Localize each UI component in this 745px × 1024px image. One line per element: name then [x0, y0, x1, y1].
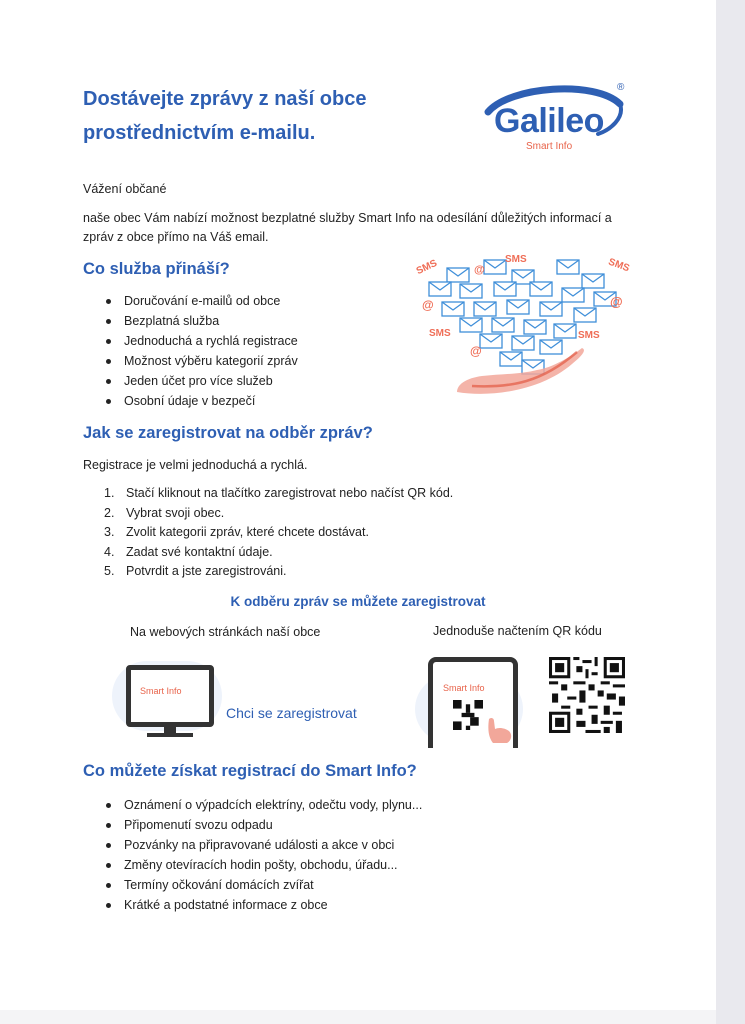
list-item: [104, 484, 453, 504]
list-item: [104, 523, 453, 543]
list-item: [104, 562, 453, 582]
list-item: Pozvánky na připravované události a akce v obci: [104, 835, 422, 855]
qr-code[interactable]: [549, 657, 625, 733]
step-number: 1.: [104, 486, 115, 500]
page-title: [83, 82, 463, 150]
registration-benefits-list: [104, 795, 422, 915]
step-text: Potvrdit a jste zaregistrováni.: [126, 564, 287, 578]
title-line-2: prostřednictvím e-mailu.: [83, 122, 316, 144]
qr-label: Jednoduše načtením QR kódu: [433, 624, 602, 638]
list-item: Osobní údaje v bezpečí: [104, 391, 298, 411]
at-sign-icon: @: [470, 344, 482, 358]
at-sign-icon: @: [610, 294, 623, 309]
section-heading-benefits-registration: Co můžete získat registrací do Smart Info?: [83, 762, 417, 780]
envelopes-illustration: [412, 252, 647, 402]
title-line-1: Dostávejte zprávy z naší obce: [83, 88, 367, 110]
sms-label: SMS: [505, 254, 527, 265]
sms-label: SMS: [429, 328, 451, 339]
sms-label: SMS: [578, 330, 600, 341]
register-lead: Registrace je velmi jednoduchá a rychlá.: [83, 458, 308, 472]
section-heading-benefits: Co služba přináší?: [83, 260, 230, 278]
logo-wordmark: Galileo: [494, 102, 604, 140]
pointing-hand-icon: [485, 717, 515, 743]
step-text: Stačí kliknout na tlačítko zaregistrovat nebo načíst QR kód.: [126, 486, 454, 500]
step-number: 3.: [104, 525, 115, 539]
phone-qr-code-icon: [453, 700, 483, 730]
logo-subtitle: Smart Info: [526, 141, 573, 152]
steps-list: [104, 484, 453, 582]
greeting: Vážení občané: [83, 182, 167, 196]
list-item: Jednoduchá a rychlá registrace: [104, 331, 298, 351]
list-item: Jeden účet pro více služeb: [104, 371, 298, 391]
phone-screen-text: Smart Info: [443, 683, 485, 693]
intro-paragraph: naše obec Vám nabízí možnost bezplatné služby Smart Info na odesílání důležitých informací a zpráv z obce přímo na Váš email.: [83, 211, 612, 244]
web-label: Na webových stránkách naší obce: [130, 625, 321, 639]
galileo-logo: [480, 78, 630, 158]
register-heading: K odběru zpráv se můžete zaregistrovat: [230, 594, 486, 609]
list-item: Bezplatná služba: [104, 311, 298, 331]
section-heading-register: Jak se zaregistrovat na odběr zpráv?: [83, 424, 373, 442]
list-item: [104, 504, 453, 524]
at-sign-icon: @: [474, 264, 485, 276]
step-number: 2.: [104, 505, 115, 520]
register-button[interactable]: Chci se zaregistrovat: [226, 705, 357, 721]
monitor-screen-text: Smart Info: [140, 686, 182, 696]
list-item: [104, 543, 453, 563]
page-edge: [716, 0, 745, 1024]
list-item: Oznámení o výpadcích elektríny, odečtu vody, plynu...: [104, 795, 422, 815]
list-item: Připomenutí svozu odpadu: [104, 815, 422, 835]
list-item: Termíny očkování domácích zvířat: [104, 875, 422, 895]
sms-label: SMS: [414, 257, 439, 278]
sms-label: SMS: [606, 256, 631, 275]
monitor-icon: [112, 655, 222, 740]
at-sign-icon: @: [422, 298, 434, 312]
step-text: Zvolit kategorii zpráv, které chcete dostávat.: [126, 525, 369, 539]
benefits-list: [104, 291, 298, 411]
registered-mark: ®: [617, 82, 625, 93]
step-text: Zadat své kontaktní údaje.: [126, 544, 273, 559]
step-number: 5.: [104, 564, 115, 578]
phone-icon: [415, 655, 525, 743]
list-item: Změny otevíracích hodin pošty, obchodu, úřadu...: [104, 855, 422, 875]
list-item: Možnost výběru kategorií zpráv: [104, 351, 298, 371]
step-number: 4.: [104, 544, 115, 559]
step-text: Vybrat svoji obec.: [126, 505, 225, 520]
list-item: Krátké a podstatné informace z obce: [104, 895, 422, 915]
qr-code-icon: [549, 657, 625, 733]
list-item: Doručování e-mailů od obce: [104, 291, 298, 311]
envelope-heart-icon: [412, 252, 647, 402]
